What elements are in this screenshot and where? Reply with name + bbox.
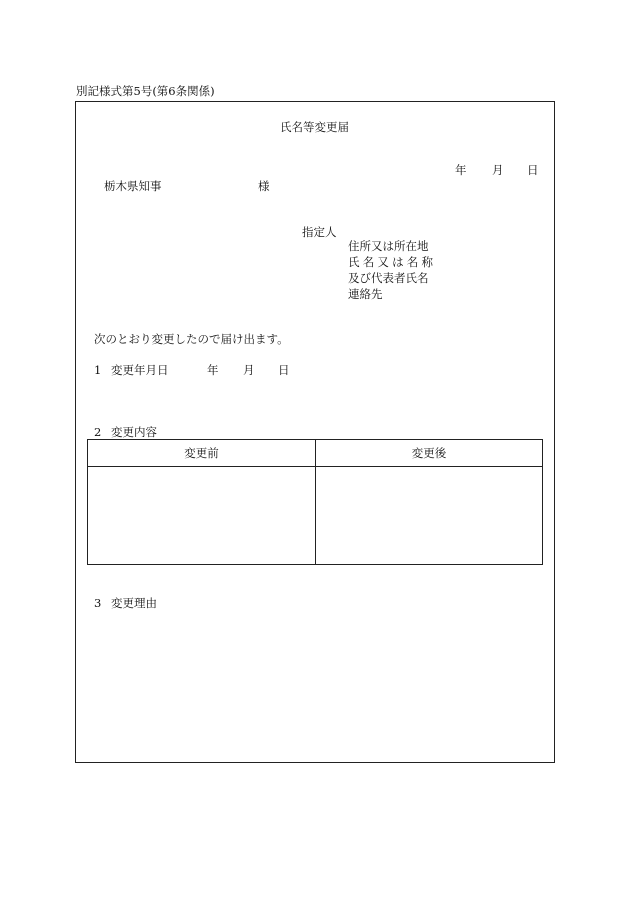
change-table-after-header: 変更後: [411, 446, 447, 460]
section-1-month: 月: [243, 363, 255, 377]
section-3-number: 3: [94, 596, 102, 610]
section-1-number: 1: [94, 363, 102, 377]
change-content-table: [87, 439, 543, 565]
form-label: 別記様式第5号(第6条関係): [76, 84, 215, 98]
date-month: 月: [492, 163, 504, 177]
section-2-label: 変更内容: [111, 425, 157, 439]
date-day: 日: [527, 163, 539, 177]
applicant-name-label: 氏名又は名称: [348, 255, 437, 269]
addressee-name: 栃木県知事: [104, 179, 162, 193]
section-1-label: 変更年月日: [111, 363, 169, 377]
form-title: 氏名等変更届: [280, 120, 349, 134]
date-year: 年: [455, 163, 467, 177]
change-table-before-header: 変更前: [184, 446, 219, 460]
applicant-address-label: 住所又は所在地: [348, 239, 429, 253]
applicant-heading: 指定人: [302, 225, 337, 239]
section-2-number: 2: [94, 425, 102, 439]
intro-text: 次のとおり変更したので届け出ます。: [94, 332, 289, 346]
section-1-year: 年: [207, 363, 219, 377]
section-3-label: 変更理由: [111, 596, 157, 610]
addressee-honorific: 様: [258, 179, 270, 193]
applicant-contact-label: 連絡先: [348, 287, 383, 301]
applicant-representative-label: 及び代表者氏名: [348, 271, 429, 285]
section-1-day: 日: [278, 363, 290, 377]
